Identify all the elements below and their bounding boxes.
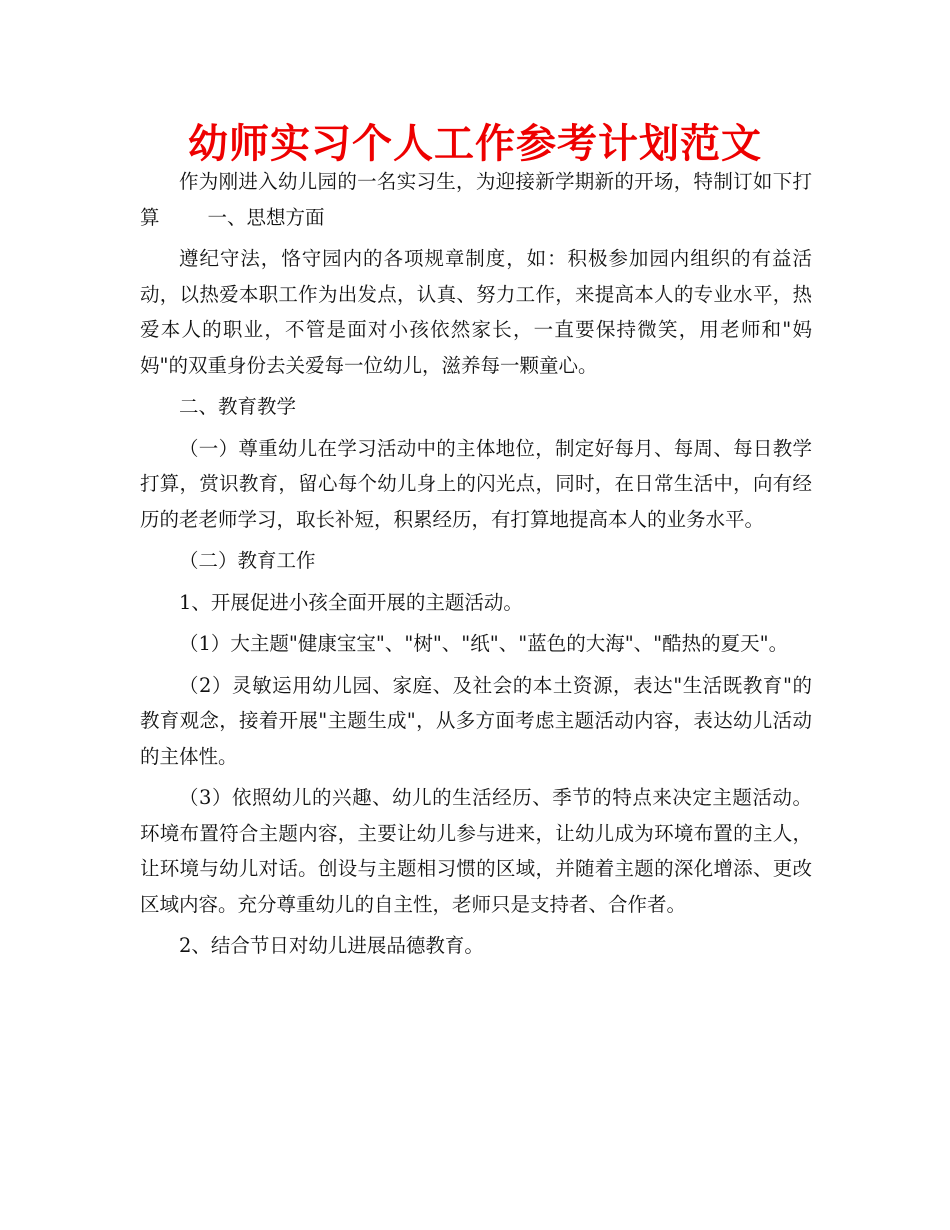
subsection-heading-education-work: （二）教育工作	[179, 549, 316, 572]
paragraph-respect-children: （一）尊重幼儿在学习活动中的主体地位，制定好每月、每周、每日教学打算，赏识教育，留心每个幼儿身上的闪光点，同时，在日常生活中，向有经历的老老师学习，取长补短，积累经历，有打算地提高本人的业务水平。	[140, 436, 812, 531]
intro-text: 作为刚进入幼儿园的一名实习生，为迎接新学期新的开场，特制订如下打算	[140, 170, 812, 229]
section-heading-education: 二、教育教学	[179, 395, 297, 418]
document-title: 幼师实习个人工作参考计划范文	[188, 121, 762, 167]
paragraph-theme-activities: 1、开展促进小孩全面开展的主题活动。	[179, 590, 523, 614]
document-body	[140, 164, 812, 970]
section-heading-thought: 一、思想方面	[207, 205, 325, 229]
paragraph-interest-based: （3）依照幼儿的兴趣、幼儿的生活经历、季节的特点来决定主题活动。环境布置符合主题内容，主要让幼儿参与进来，让幼儿成为环境布置的主人，让环境与幼儿对话。创设与主题相习惯的区域，并随着主题的深化增添、更改区域内容。充分尊重幼儿的自主性，老师只是支持者、合作者。	[140, 786, 812, 916]
intro-paragraph	[140, 164, 812, 235]
paragraph-discipline: 遵纪守法，恪守园内的各项规章制度，如：积极参加园内组织的有益活动，以热爱本职工作为出发点，认真、努力工作，来提高本人的专业水平，热爱本人的职业，不管是面对小孩依然家长，一直要保持微笑，用老师和"妈妈"的双重身份去关爱每一位幼儿，滋养每一颗童心。	[140, 247, 812, 377]
paragraph-local-resources: （2）灵敏运用幼儿园、家庭、及社会的本土资源，表达"生活既教育"的教育观念，接着开展"主题生成"，从多方面考虑主题活动内容，表达幼儿活动的主体性。	[140, 673, 812, 768]
paragraph-holiday-education: 2、结合节日对幼儿进展品德教育。	[179, 934, 484, 957]
paragraph-main-themes: （1）大主题"健康宝宝"、"树"、"纸"、"蓝色的大海"、"酷热的夏天"。	[179, 632, 789, 655]
